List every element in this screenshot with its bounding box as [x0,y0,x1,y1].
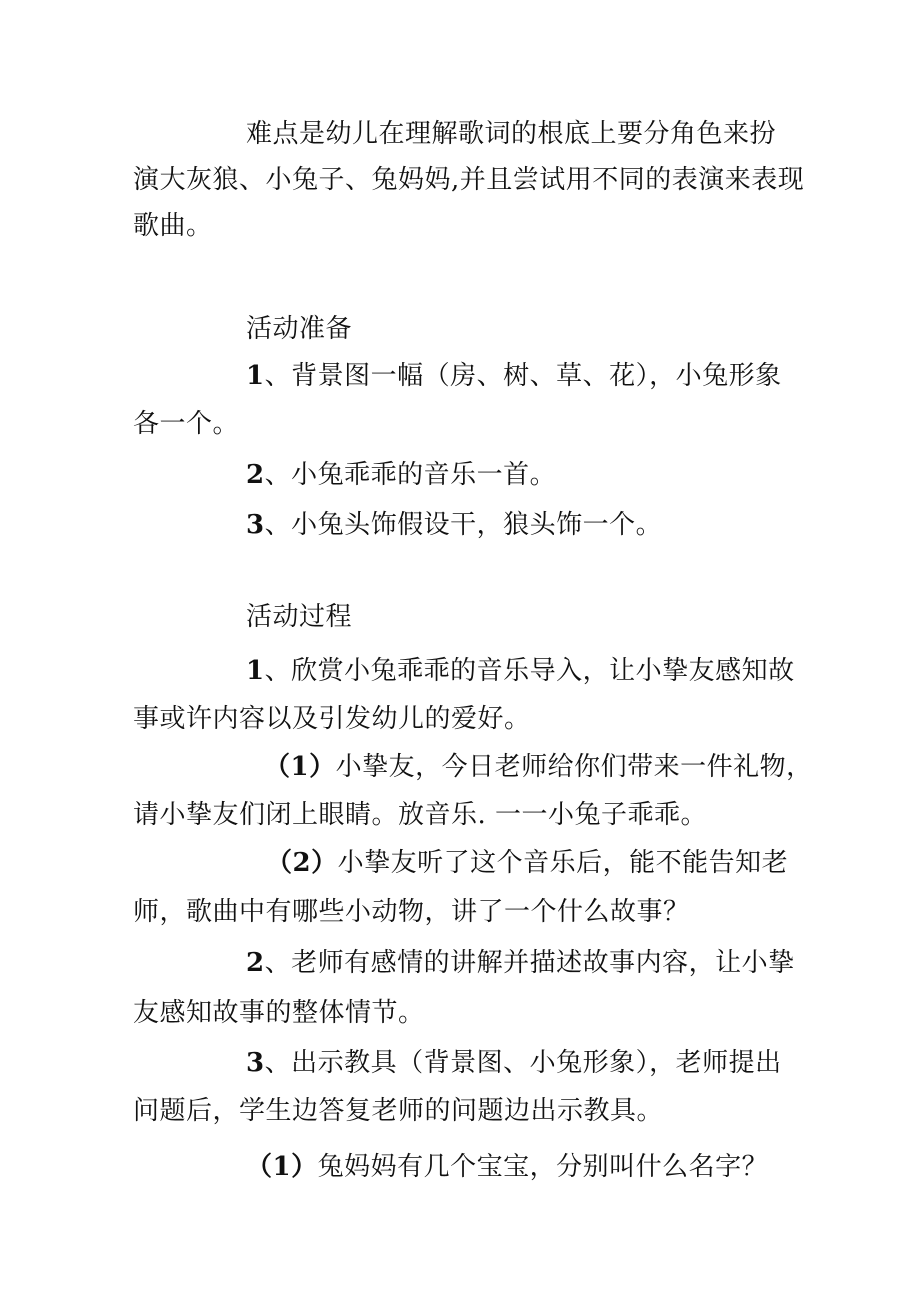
process-step-1-sub-2-number: （2） [266,848,338,878]
difficulty-line-1: 难点是幼儿在理解歌词的根底上要分角色来扮 [246,119,777,149]
process-step-3-line-2: 问题后，学生边答复老师的问题边出示教具。 [133,1096,664,1126]
process-step-3-number: 3 [246,1048,265,1078]
process-step-1-number: 1 [246,656,265,686]
process-step-1-sub-1 [264,750,813,784]
process-step-2-text: 、老师有感情的讲解并描述故事内容，让小挚 [264,948,795,978]
process-step-2-line-2: 友感知故事的整体情节。 [133,998,425,1028]
prep-item-1-number: 1 [246,361,265,391]
process-step-3-sub-1 [246,1150,768,1184]
prep-item-3 [246,508,662,542]
difficulty-line-3: 歌曲。 [133,211,213,241]
process-step-1-text: 、欣赏小兔乖乖的音乐导入，让小挚友感知故 [264,656,795,686]
process-step-1-sub-2-text: 小挚友听了这个音乐后，能不能告知老 [337,848,789,878]
process-step-3 [246,1046,782,1080]
process-step-2 [246,946,795,980]
prep-item-2-number: 2 [246,460,265,490]
prep-item-2-text: 、小兔乖乖的音乐一首。 [264,460,557,490]
process-step-3-sub-1-number: （1） [246,1152,318,1182]
prep-item-1-text: 、背景图一幅（房、树、草、花），小兔形象 [264,361,782,391]
process-step-1-line-2: 事或许内容以及引发幼儿的爱好。 [133,704,531,734]
process-step-3-sub-1-text: 兔妈妈有几个宝宝，分别叫什么名字？ [317,1152,769,1182]
prep-item-1-line-2: 各一个。 [133,409,240,439]
process-step-1-sub-2 [266,846,788,880]
prep-item-2 [246,458,556,492]
process-step-1-sub-2-line-2: 师，歌曲中有哪些小动物，讲了一个什么故事？ [133,897,690,927]
process-heading: 活动过程 [246,602,353,632]
difficulty-line-2: 演大灰狼、小兔子、兔妈妈,并且尝试用不同的表演来表现 [133,165,805,195]
process-step-1-sub-1-text: 小挚友，今日老师给你们带来一件礼物， [335,752,813,782]
process-step-2-number: 2 [246,948,265,978]
process-step-1-sub-1-number: （1） [264,752,336,782]
process-step-1 [246,654,795,688]
prep-item-3-text: 、小兔头饰假设干，狼头饰一个。 [264,510,663,540]
process-step-3-text: 、出示教具（背景图、小兔形象），老师提出 [264,1048,782,1078]
process-step-1-sub-1-line-2: 请小挚友们闭上眼睛。放音乐. 一一小兔子乖乖。 [133,800,708,830]
prep-item-1 [246,359,782,393]
preparation-heading: 活动准备 [246,314,353,344]
prep-item-3-number: 3 [246,510,265,540]
